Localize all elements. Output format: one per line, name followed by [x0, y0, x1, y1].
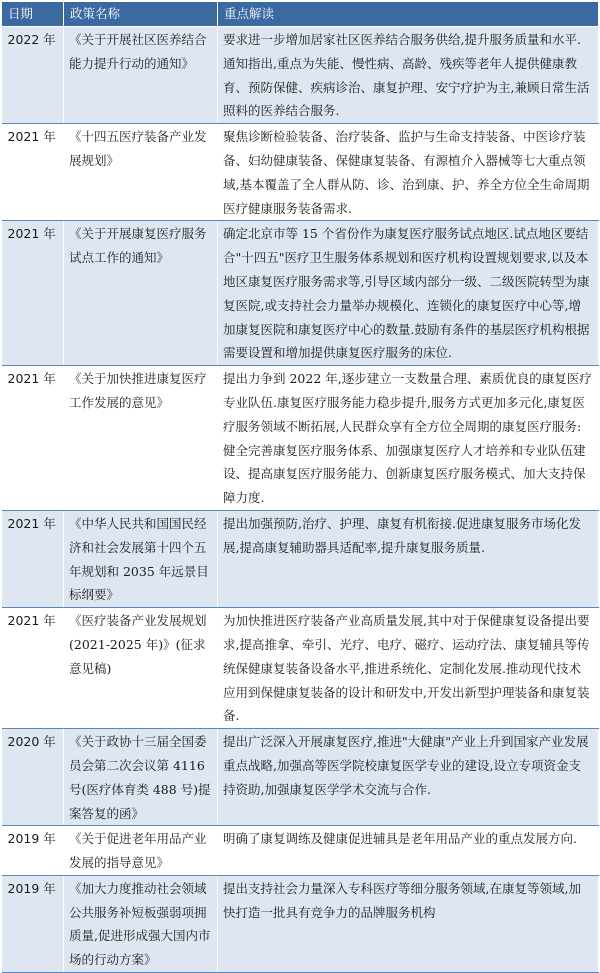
row-interpretation: 要求进一步增加居家社区医养结合服务供给,提升服务质量和水平.通知指出,重点为失能、慢性病、高龄、残疾等老年人提供健康教育、预防保健、疾病诊治、康复护理、安宁疗护为主,兼顾日常生活照料的医养结合服务. [218, 27, 599, 124]
row-policy-name: 《关于加快推进康复医疗工作发展的意见》 [64, 366, 218, 511]
table-row [2, 366, 599, 511]
table-row [2, 27, 599, 124]
row-year: 2019 年 [2, 826, 64, 876]
row-year: 2020 年 [2, 729, 64, 826]
row-policy-name: 《关于开展社区医养结合能力提升行动的通知》 [64, 27, 218, 124]
row-year: 2021 年 [2, 510, 64, 607]
policy-table-container [0, 1, 600, 968]
table-row [2, 608, 599, 729]
row-interpretation: 提出力争到 2022 年,逐步建立一支数量合理、素质优良的康复医疗专业队伍.康复医疗服务能力稳步提升,服务方式更加多元化,康复医疗服务领域不断拓展,人民群众享有全方位全周期的康复医疗服务:健全完善康复医疗服务体系、加强康复医疗人才培养和专业队伍建设、提高康复医疗服务能力、创新康复医疗服务模式、加大支持保障力度. [218, 366, 599, 511]
row-policy-name: 《关于促进老年用品产业发展的指导意见》 [64, 826, 218, 876]
row-policy-name: 《加大力度推动社会领域公共服务补短板强弱项拥质量,促进形成强大国内市场的行动方案》 [64, 875, 218, 972]
row-year: 2021 年 [2, 221, 64, 366]
table-row [2, 729, 599, 826]
row-year: 2021 年 [2, 124, 64, 221]
row-policy-name: 《关于开展康复医疗服务试点工作的通知》 [64, 221, 218, 366]
row-year: 2021 年 [2, 366, 64, 511]
row-policy-name: 《中华人民共和国国民经济和社会发展第十四个五年规划和 2035 年远景目标纲要》 [64, 510, 218, 607]
row-interpretation: 聚焦诊断检验装备、治疗装备、监护与生命支持装备、中医诊疗装备、妇幼健康装备、保健康复装备、有源植介入器械等七大重点领域,基本覆盖了全人群从防、诊、治到康、护、养全方位全生命周期医疗健康服务装备需求. [218, 124, 599, 221]
row-policy-name: 《关于政协十三届全国委员会第二次会议第 4116 号(医疗体育类 488 号)提案答复的函》 [64, 729, 218, 826]
row-interpretation: 提出支持社会力量深入专科医疗等细分服务领域,在康复等领域,加快打造一批具有竞争力的品牌服务机构 [218, 875, 599, 972]
header-key-interpretation: 重点解读 [218, 2, 599, 27]
table-row [2, 124, 599, 221]
row-interpretation: 提出加强预防,治疗、护理、康复有机衔接.促进康复服务市场化发展,提高康复辅助器具适配率,提升康复服务质量. [218, 510, 599, 607]
row-year: 2019 年 [2, 875, 64, 972]
row-policy-name: 《医疗装备产业发展规划(2021-2025 年)》(征求意见稿) [64, 608, 218, 729]
table-row [2, 510, 599, 607]
row-interpretation: 为加快推进医疗装备产业高质量发展,其中对于保健康复设备提出要求,提高推拿、牵引、光疗、电疗、磁疗、运动疗法、康复辅具等传统保健康复装备设备水平,推进系统化、定制化发展.推动现代技术应用到保健康复装备的设计和研发中,开发出新型护理装备和康复装备. [218, 608, 599, 729]
header-date: 日期 [2, 2, 64, 27]
row-year: 2021 年 [2, 608, 64, 729]
header-policy-name: 政策名称 [64, 2, 218, 27]
table-header-row [2, 2, 599, 27]
table-row [2, 826, 599, 876]
row-interpretation: 提出广泛深入开展康复医疗,推进"大健康"产业上升到国家产业发展重点战略,加强高等医学院校康复医学专业的建设,设立专项资金支持资助,加强康复医学学术交流与合作. [218, 729, 599, 826]
table-row [2, 875, 599, 972]
row-year: 2022 年 [2, 27, 64, 124]
row-policy-name: 《十四五医疗装备产业发展规划》 [64, 124, 218, 221]
policy-table [1, 1, 599, 973]
row-interpretation: 确定北京市等 15 个省份作为康复医疗服务试点地区.试点地区要结合"十四五"医疗卫生服务体系规划和医疗机构设置规划要求,以及本地区康复医疗服务需求等,引导区域内部分一级、二级医院转型为康复医院,或支持社会力量举办规模化、连锁化的康复医疗中心等,增加康复医院和康复医疗中心的数量.鼓励有条件的基层医疗机构根据需要设置和增加提供康复医疗服务的床位. [218, 221, 599, 366]
row-interpretation: 明确了康复调练及健康促进辅具是老年用品产业的重点发展方向. [218, 826, 599, 876]
table-row [2, 221, 599, 366]
